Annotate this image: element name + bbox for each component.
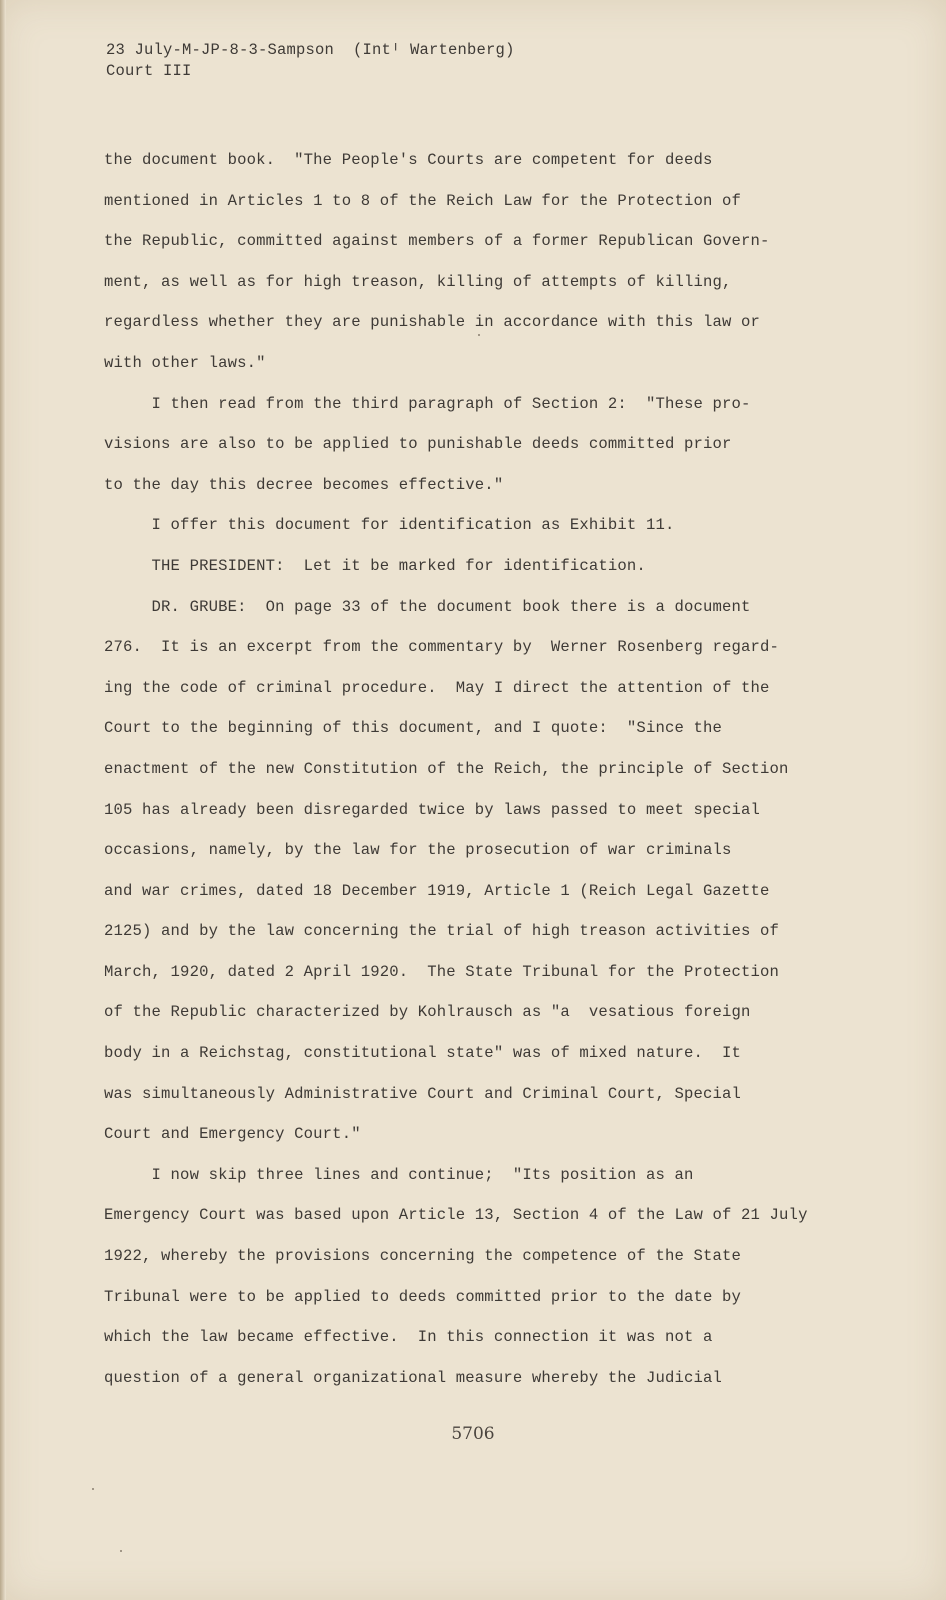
header-line-2: Court III bbox=[106, 62, 192, 80]
transcript-body bbox=[104, 140, 864, 1398]
text-line: which the law became effective. In this connection it was not a bbox=[104, 1328, 713, 1347]
text-line: ment, as well as for high treason, killing of attempts of killing, bbox=[104, 272, 732, 291]
text-line: ing the code of criminal procedure. May I direct the attention of the bbox=[104, 678, 770, 697]
text-line: and war crimes, dated 18 December 1919, Article 1 (Reich Legal Gazette bbox=[104, 881, 770, 900]
paper-speck bbox=[120, 1550, 122, 1552]
page-edge bbox=[0, 0, 6, 1600]
text-line: Emergency Court was based upon Article 13, Section 4 of the Law of 21 July bbox=[104, 1206, 808, 1225]
text-line: I now skip three lines and continue; "Its position as an bbox=[104, 1165, 694, 1184]
text-line: I then read from the third paragraph of Section 2: "These pro- bbox=[104, 394, 751, 413]
text-line: Court and Emergency Court." bbox=[104, 1125, 361, 1144]
text-line: the document book. "The People's Courts are competent for deeds bbox=[104, 151, 713, 169]
text-line: I offer this document for identification as Exhibit 11. bbox=[104, 516, 675, 535]
text-line: occasions, namely, by the law for the prosecution of war criminals bbox=[104, 841, 732, 860]
text-line: 105 has already been disregarded twice by laws passed to meet special bbox=[104, 800, 761, 819]
text-line: was simultaneously Administrative Court and Criminal Court, Special bbox=[104, 1084, 742, 1103]
text-line: Court to the beginning of this document, and I quote: "Since the bbox=[104, 719, 723, 738]
text-line: DR. GRUBE: On page 33 of the document book there is a document bbox=[104, 597, 751, 616]
paper-speck bbox=[478, 334, 480, 336]
text-line: visions are also to be applied to punishable deeds committed prior bbox=[104, 435, 732, 454]
text-line: the Republic, committed against members of a former Republican Govern- bbox=[104, 232, 770, 251]
text-line: 276. It is an excerpt from the commentary by Werner Rosenberg regard- bbox=[104, 638, 780, 657]
text-line: Tribunal were to be applied to deeds committed prior to the date by bbox=[104, 1287, 742, 1306]
text-line: 2125) and by the law concerning the trial of high treason activities of bbox=[104, 922, 780, 941]
text-line: 1922, whereby the provisions concerning the competence of the State bbox=[104, 1247, 742, 1266]
text-line: THE PRESIDENT: Let it be marked for identification. bbox=[104, 556, 646, 575]
text-line: to the day this decree becomes effective." bbox=[104, 475, 504, 494]
text-line: question of a general organizational measure whereby the Judicial bbox=[104, 1368, 723, 1387]
text-line: enactment of the new Constitution of the Reich, the principle of Section bbox=[104, 759, 789, 778]
text-line: body in a Reichstag, constitutional state" was of mixed nature. It bbox=[104, 1044, 742, 1063]
text-line: regardless whether they are punishable in accordance with this law or bbox=[104, 313, 761, 332]
page-header bbox=[106, 40, 515, 82]
paper-speck bbox=[92, 1488, 94, 1490]
header-line-1: 23 July-M-JP-8-3-Sampson (Intᴵ Wartenberg) bbox=[106, 41, 515, 59]
text-line: mentioned in Articles 1 to 8 of the Reich Law for the Protection of bbox=[104, 191, 742, 210]
text-line: March, 1920, dated 2 April 1920. The State Tribunal for the Protection bbox=[104, 962, 780, 981]
page-number: 5706 bbox=[451, 1424, 495, 1444]
text-line: with other laws." bbox=[104, 353, 266, 372]
text-line: of the Republic characterized by Kohlrausch as "a vesatious foreign bbox=[104, 1003, 751, 1022]
